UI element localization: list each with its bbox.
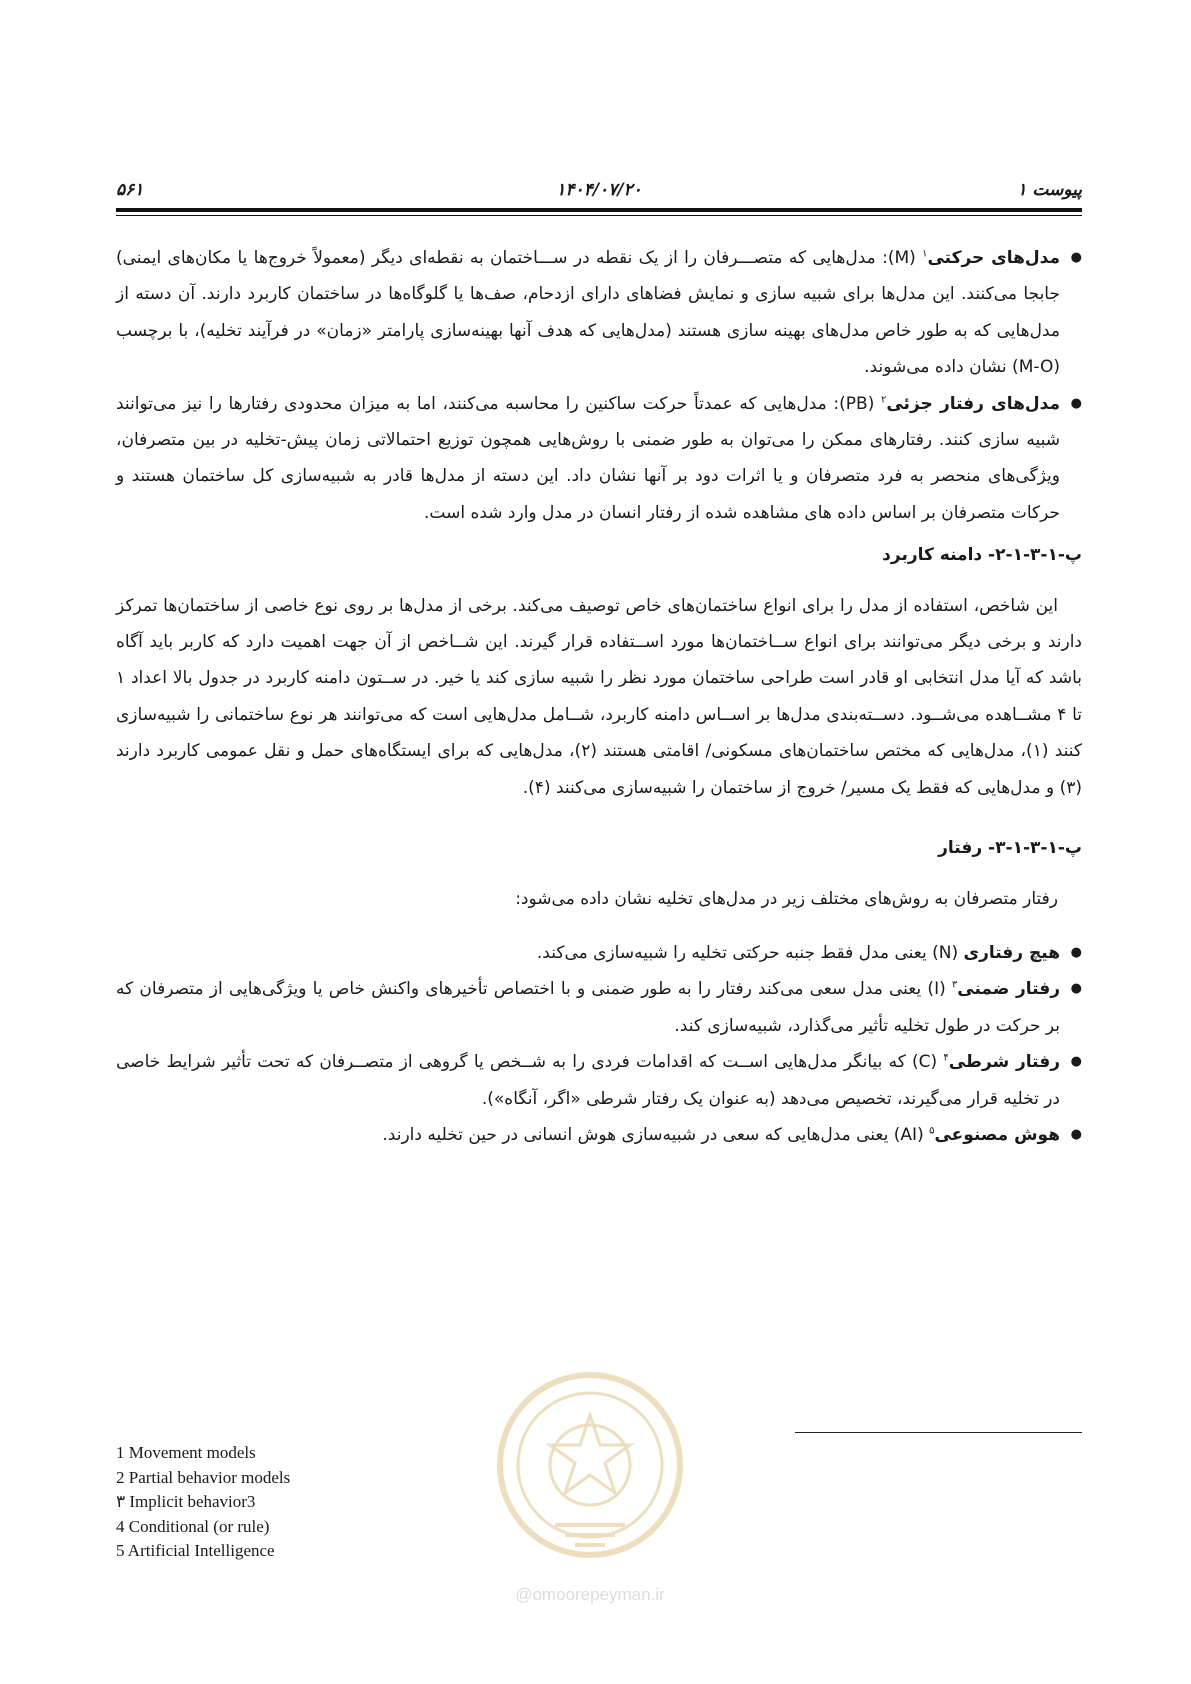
footnote-separator bbox=[795, 1432, 1082, 1433]
term-label: رفتار شرطی bbox=[948, 1052, 1060, 1073]
section-intro: رفتار متصرفان به روش‌های مختلف زیر در مدل‌های تخلیه نشان داده می‌شود: bbox=[515, 888, 1058, 909]
bullet-icon: ● bbox=[1070, 981, 1082, 997]
section-heading: پ-۱-۳-۱-۲- دامنه کاربرد bbox=[882, 545, 1082, 566]
header-date: ۱۴۰۴/۰۷/۲۰ bbox=[556, 180, 642, 200]
footnote-ref: ۳ bbox=[951, 979, 958, 991]
model-type-list bbox=[116, 240, 1082, 531]
bullet-icon: ● bbox=[1070, 395, 1082, 411]
bullet-icon: ● bbox=[1070, 1126, 1082, 1142]
footnote: 1 Movement models bbox=[116, 1443, 256, 1462]
term-label: رفتار ضمنی bbox=[957, 979, 1060, 1000]
term-label: هوش مصنوعی bbox=[934, 1124, 1060, 1145]
bullet-icon: ● bbox=[1070, 1054, 1082, 1070]
term-label: مدل‌های حرکتی bbox=[927, 248, 1060, 268]
term-label: مدل‌های رفتار جزئی bbox=[886, 393, 1060, 414]
term-label: هیچ رفتاری bbox=[963, 942, 1060, 963]
bullet-icon: ● bbox=[1070, 944, 1082, 960]
footnote: 4 Conditional (or rule) bbox=[116, 1516, 270, 1536]
list-item bbox=[116, 1117, 1082, 1153]
document-body bbox=[116, 240, 1082, 1153]
header-page-number: ۵۶۱ bbox=[116, 180, 144, 200]
spacer bbox=[116, 917, 1082, 935]
list-item bbox=[116, 1044, 1082, 1117]
footnote-ref: ۱ bbox=[922, 248, 928, 260]
page-header bbox=[116, 176, 1082, 206]
behavior-type-list bbox=[116, 935, 1082, 1153]
list-item-text: (C) که بیانگر مدل‌هایی اســت که اقدامات فردی را به شــخص یا گروهی از متصــرفان که تحت تأثیر شرایط خاصی در تخلیه قرار می‌گیرند، تخصیص می‌دهد (به عنوان یک رفتار شرطی «اگر، آنگاه»). bbox=[116, 1052, 1060, 1109]
header-rule-thick bbox=[116, 208, 1082, 212]
bullet-icon: ● bbox=[1070, 250, 1082, 265]
footnotes bbox=[116, 1441, 290, 1564]
footnote-ref: ۵ bbox=[929, 1125, 935, 1137]
section-heading: پ-۱-۳-۱-۳- رفتار bbox=[938, 838, 1082, 859]
list-item bbox=[116, 935, 1082, 971]
watermark-text: @omoorepeyman.ir bbox=[515, 1585, 665, 1604]
footnote: 2 Partial behavior models bbox=[116, 1467, 291, 1487]
watermark-seal-icon bbox=[485, 1355, 695, 1615]
list-item-text: (AI) یعنی مدل‌هایی که سعی در شبیه‌سازی هوش انسانی در حین تخلیه دارند. bbox=[382, 1124, 930, 1145]
list-item-text: (PB): مدل‌هایی که عمدتاً حرکت ساکنین را محاسبه می‌کنند، اما به میزان محدودی رفتارها را نیز می‌توانند شبیه سازی کنند. رفتارهای ممکن را می‌توان به طور ضمنی با روش‌هایی همچون توزیع احتمالاتی زمان پیش-تخلیه در بین متصرفان، ویژگی‌های منحصر به فرد متصرفان و یا اثرات دود بر آنها نشان داد. این دسته از مدل‌ها قادر به شبیه‌سازی کل ساختمان هستند و حرکات متصرفان بر اساس داده های مشاهده شده از رفتار انسان در مدل وارد شده است. bbox=[116, 393, 1060, 523]
list-item bbox=[116, 971, 1082, 1044]
footnote-ref: ۲ bbox=[880, 393, 887, 405]
list-item-text: (I) یعنی مدل سعی می‌کند رفتار را به طور ضمنی و با اختصاص تأخیرهای واکنش خاص یا ویژگی‌هایی از متصرفان که بر حرکت در طول تخلیه تأثیر می‌گذارد، شبیه‌سازی کند. bbox=[116, 979, 1060, 1036]
footnote: 5 Artificial Intelligence bbox=[116, 1541, 275, 1560]
list-item bbox=[116, 386, 1082, 532]
spacer bbox=[116, 806, 1082, 824]
list-item-text: (M): مدل‌هایی که متصـــرفان را از یک نقطه در ســـاختمان به نقطه‌ای دیگر (معمولاً خروج‌ها یا مکان‌های ایمنی) جابجا می‌کنند. این مدل‌ها برای شبیه سازی و نمایش فضاهای دارای ازدحام، صف‌ها یا گلوگاه‌ها در ساختمان کاربرد دارند. آن دسته از مدل‌هایی که به طور خاص مدل‌های بهینه سازی هستند (مدل‌هایی که هدف آنها بهینه‌سازی پارامتر «زمان» در فرآیند تخلیه)، با برچسب (M-O) نشان داده می‌شوند. bbox=[116, 248, 1060, 378]
list-item bbox=[116, 240, 1082, 386]
section-paragraph: این شاخص، استفاده از مدل را برای انواع ساختمان‌های خاص توصیف می‌کند. برخی از مدل‌ها بر روی نوع خاصی از ساختمان‌ها تمرکز دارند و برخی دیگر می‌توانند برای انواع ســاختمان‌ها مورد اســتفاده قرار گیرند. این شــاخص از آن جهت اهمیت دارد که کاربر باید آگاه باشد که آیا مدل انتخابی او قادر است طراحی ساختمان مورد نظر را شبیه سازی کند یا خیر. در ســتون دامنه کاربرد در جدول بالا اعداد ۱ تا ۴ مشــاهده می‌شــود. دســته‌بندی مدل‌ها بر اســاس دامنه کاربرد، شــامل مدل‌هایی است که می‌توانند هر نوع ساختمانی را شبیه‌سازی کنند (۱)، مدل‌هایی که مختص ساختمان‌های مسکونی/ اقامتی هستند (۲)، مدل‌هایی که برای ایستگاه‌های حمل و نقل عمومی کاربرد دارند (۳) و مدل‌هایی که فقط یک مسیر/ خروج از ساختمان را شبیه‌سازی می‌کنند (۴). bbox=[116, 595, 1082, 798]
footnote: ۳ Implicit behavior3 bbox=[116, 1492, 256, 1511]
header-rule-thin bbox=[116, 215, 1082, 216]
header-appendix-label: پیوست ۱ bbox=[1017, 180, 1082, 200]
footnote-ref: ۴ bbox=[943, 1052, 949, 1064]
list-item-text: (N) یعنی مدل فقط جنبه حرکتی تخلیه را شبیه‌سازی می‌کند. bbox=[536, 942, 964, 963]
